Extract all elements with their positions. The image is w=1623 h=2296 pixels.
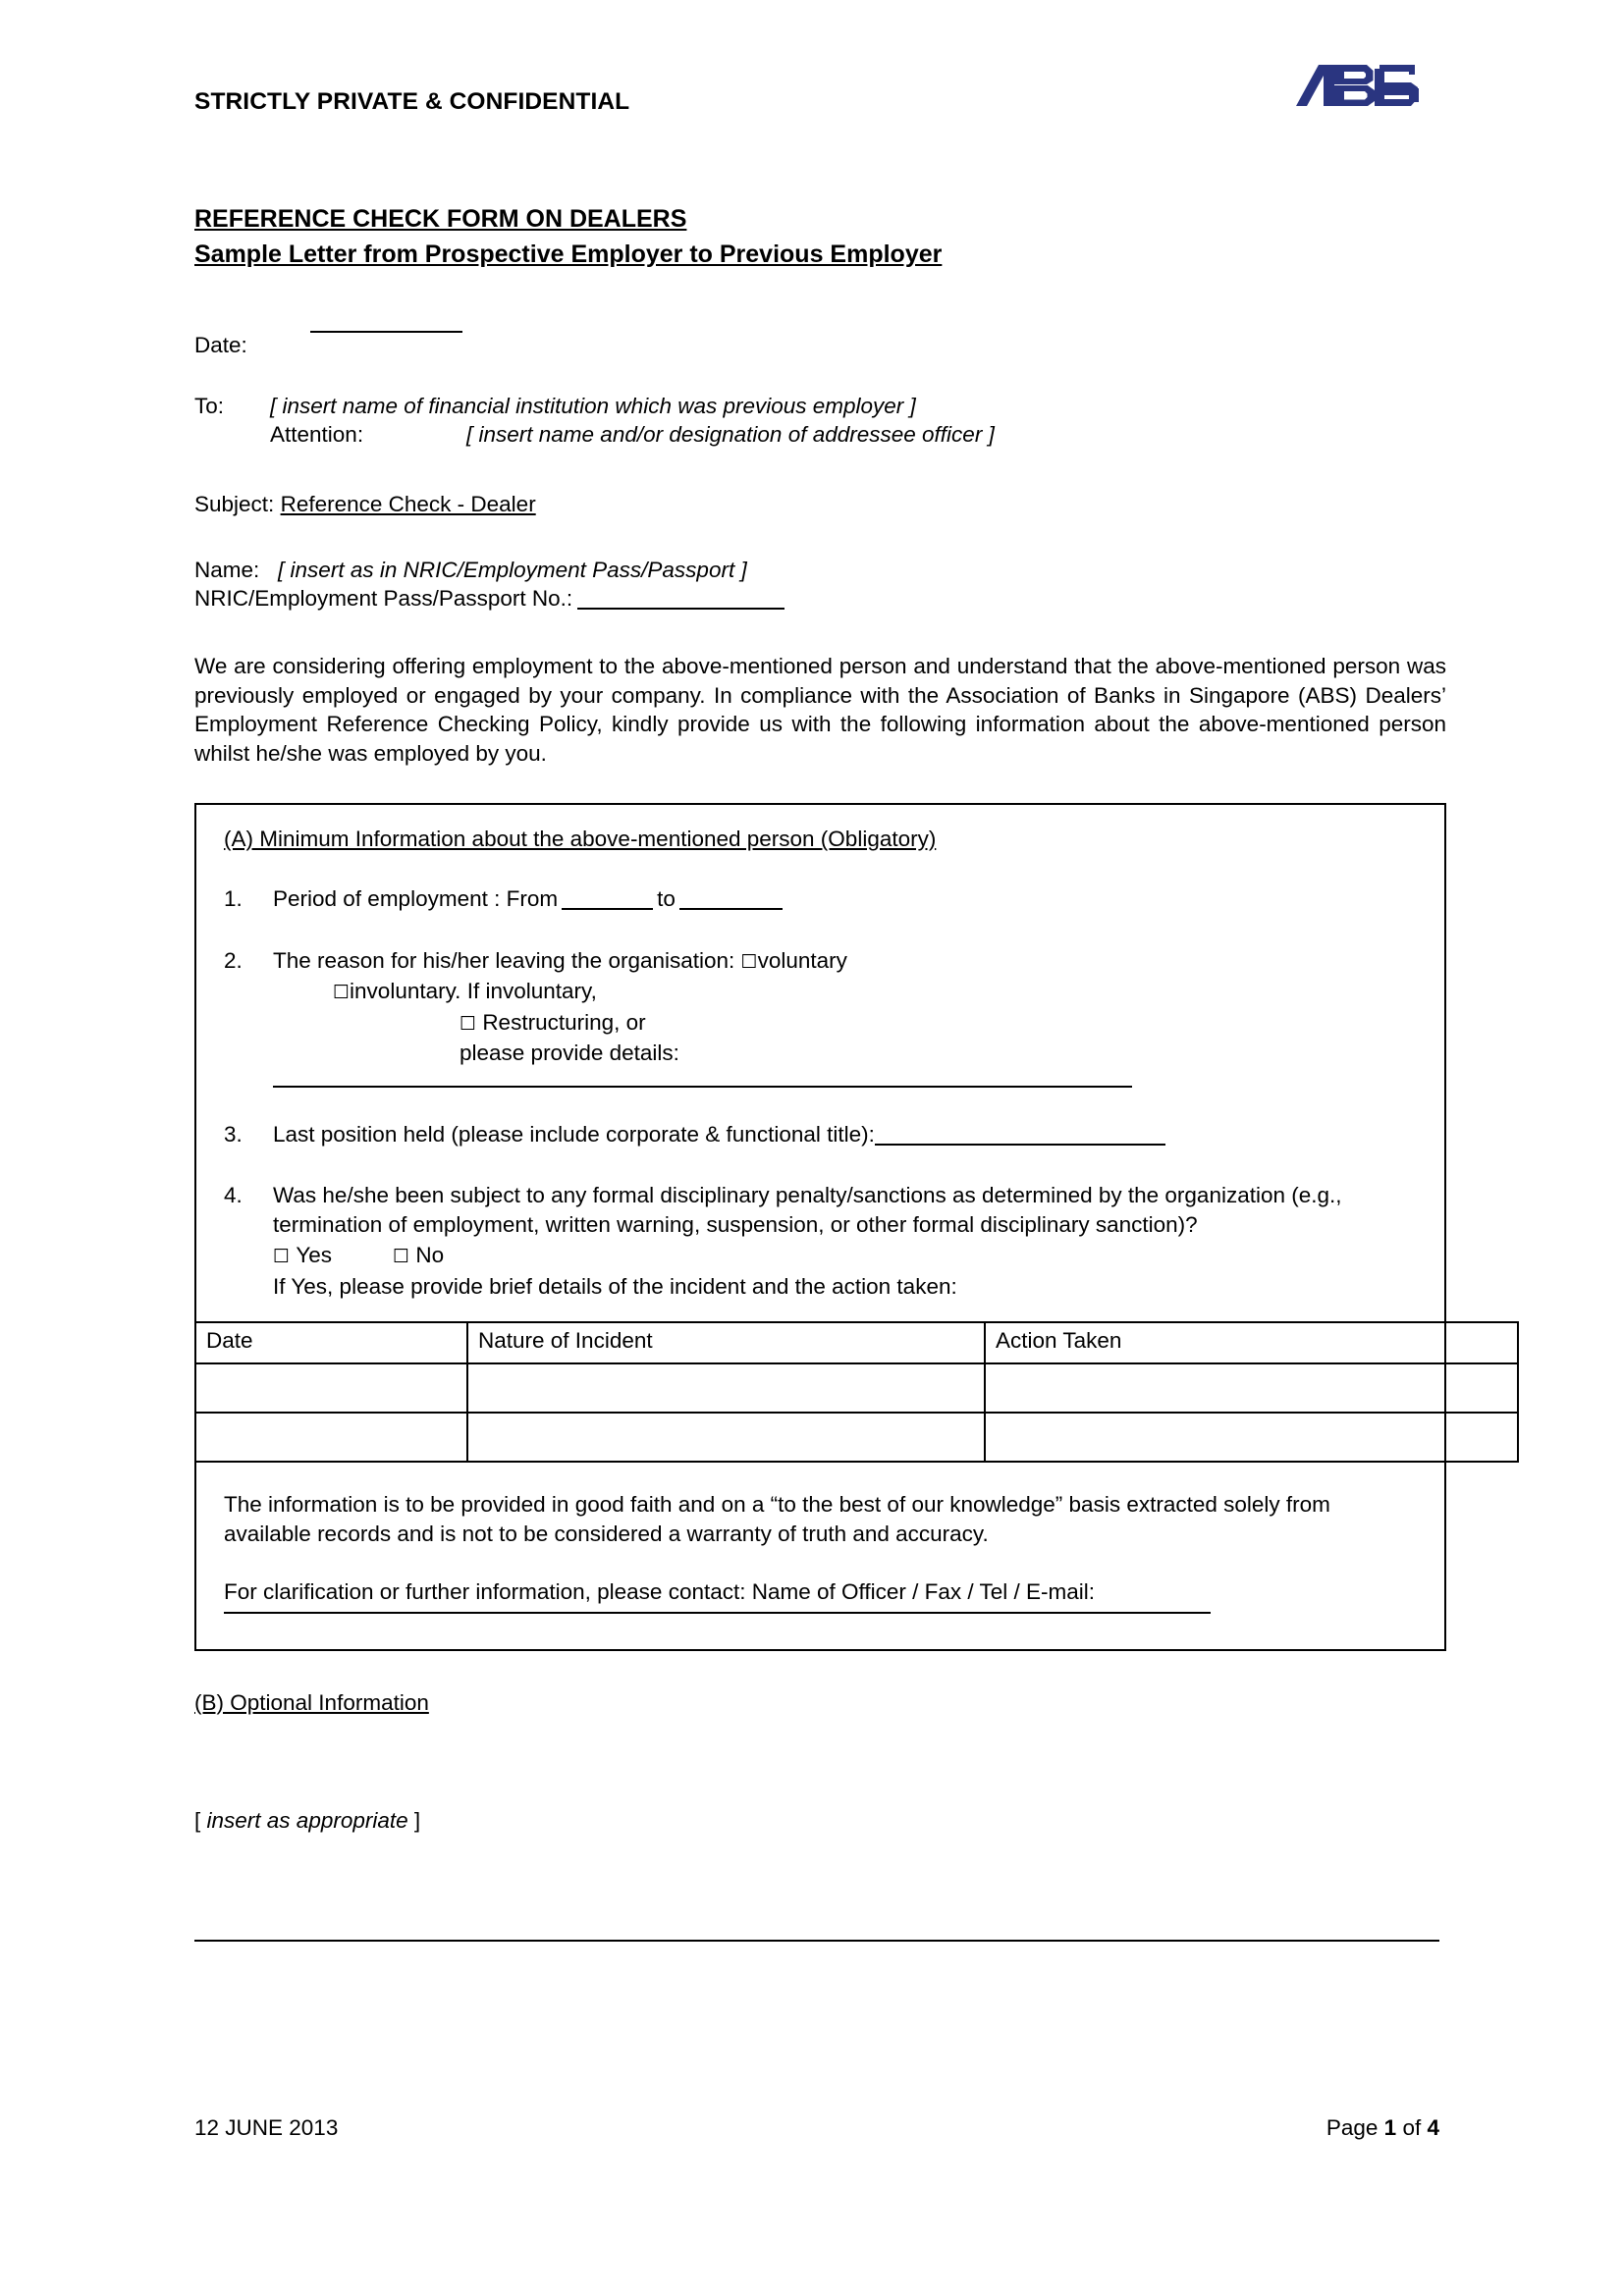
question-1 [224,884,1417,914]
footer-date: 12 JUNE 2013 [194,2115,339,2140]
option-details-row [273,1039,1417,1068]
contact-text: For clarification or further information, please contact: Name of Officer / Fax / Tel / E-mail: [224,1579,1096,1604]
employment-to-input[interactable] [679,908,783,910]
question-4-body [273,1181,1417,1301]
cell-action[interactable] [985,1363,1518,1413]
intro-paragraph: We are considering offering employment to the above-mentioned person and understand that the above-mentioned person was previously employed or engaged by your company. In compliance with the Association of Banks in Singapore (ABS) Dealers’ Employment Reference Checking Policy, kindly provide us with the following information about the above-mentioned person whilst he/she was employed by you. [194,654,1446,766]
nric-input-line[interactable] [577,608,784,610]
box-bottom-spacer [224,1614,1417,1649]
section-b-heading-wrap [194,1690,1446,1716]
footer-page [1326,2115,1439,2141]
column-header-date: Date [195,1322,467,1363]
footer-page-prefix: Page [1325,2115,1379,2140]
footer-page-total: 4 [1427,2115,1439,2140]
to-label: To: [194,394,225,418]
cell-nature[interactable] [467,1413,985,1462]
page-subtitle: Sample Letter from Prospective Employer to Previous Employer [194,240,943,268]
attention-value: [ insert name and/or designation of addressee officer ] [466,422,995,447]
date-input-line[interactable] [310,331,462,333]
option-yes-label: Yes [296,1243,333,1267]
question-1-text-b: to [657,886,676,911]
involuntary-details-input[interactable] [273,1086,1132,1088]
question-2-text: The reason for his/her leaving the organisation: [273,947,735,973]
incident-table [194,1321,1519,1463]
name-row [194,556,1446,613]
abs-logo-icon [1293,61,1421,110]
option-restructuring-row [273,1008,1417,1040]
option-no-label: No [415,1243,445,1267]
question-4 [224,1181,1417,1301]
checkbox-restructuring[interactable]: ☐ [460,1012,477,1035]
disclaimer-text: The information is to be provided in good faith and on a “to the best of our knowledge” basis extracted solely from available records and is not to be considered a warranty of truth and accuracy. [224,1492,1330,1546]
recipient-row [194,392,1446,449]
document-footer [194,2115,1439,2141]
question-3-body [273,1120,1417,1149]
name-label: Name: [194,558,260,582]
question-2-number: 2. [224,947,243,973]
option-involuntary-label: involuntary. If involuntary, [350,979,597,1003]
document-header [194,0,1446,118]
attention-label: Attention: [270,422,364,447]
cell-nature[interactable] [467,1363,985,1413]
question-3-number: 3. [224,1121,243,1147]
option-involuntary-row [273,977,1417,1008]
page-title: REFERENCE CHECK FORM ON DEALERS [194,205,687,233]
confidentiality-notice: STRICTLY PRIVATE & CONFIDENTIAL [194,88,630,115]
to-value: [ insert name of financial institution which was previous employer ] [270,394,916,418]
table-row [195,1363,1518,1413]
section-a-box [194,803,1446,1651]
employment-from-input[interactable] [562,908,653,910]
to-block [270,392,995,449]
checkbox-voluntary[interactable]: ☐ [740,950,758,973]
name-value: [ insert as in NRIC/Employment Pass/Passport ] [278,558,747,582]
subject-label: Subject: [194,492,275,516]
cell-date[interactable] [195,1363,467,1413]
question-1-number: 1. [224,886,243,911]
cell-date[interactable] [195,1413,467,1462]
footer-page-of: of [1402,2115,1422,2140]
question-1-body [273,884,1417,914]
insert-as-appropriate-label: insert as appropriate [206,1807,408,1833]
option-details-label: please provide details: [460,1041,679,1065]
question-4-options [273,1241,1417,1272]
signature-rule [194,1940,1439,1942]
question-3 [224,1120,1417,1149]
column-header-nature: Nature of Incident [467,1322,985,1363]
question-2 [224,946,1417,1068]
checkbox-involuntary[interactable]: ☐ [333,982,351,1003]
nric-label: NRIC/Employment Pass/Passport No.: [194,586,573,611]
table-header-row [195,1322,1518,1363]
question-4-number: 4. [224,1183,243,1207]
column-header-action: Action Taken [985,1322,1518,1363]
question-1-text-a: Period of employment : From [273,886,559,911]
question-3-text: Last position held (please include corporate & functional title): [273,1121,875,1147]
checkbox-no[interactable]: ☐ [393,1246,410,1267]
date-row [194,331,1446,359]
page-content [194,0,1446,1942]
option-voluntary-label: voluntary [757,947,847,973]
section-a-heading: (A) Minimum Information about the above-mentioned person (Obligatory) [224,827,937,851]
section-b-note: [ insert as appropriate ] [194,1807,421,1833]
date-label: Date: [194,333,247,357]
checkbox-yes[interactable]: ☐ [273,1246,291,1267]
title-block [194,201,1446,272]
option-restructuring-label: Restructuring, or [482,1009,646,1035]
cell-action[interactable] [985,1413,1518,1462]
section-b-heading: (B) Optional Information [194,1689,429,1715]
last-position-input[interactable] [875,1144,1165,1146]
question-2-body [273,946,1417,1068]
question-4-followup: If Yes, please provide brief details of the incident and the action taken: [273,1273,957,1299]
footer-page-number: 1 [1383,2115,1397,2140]
subject-row [194,490,1446,518]
question-4-text: Was he/she been subject to any formal disciplinary penalty/sanctions as determined by the organization (e.g., termination of employment, written warning, suspension, or other formal disciplinary sanction)? [273,1183,1342,1237]
subject-value: Reference Check - Dealer [280,492,536,516]
table-row [195,1413,1518,1462]
